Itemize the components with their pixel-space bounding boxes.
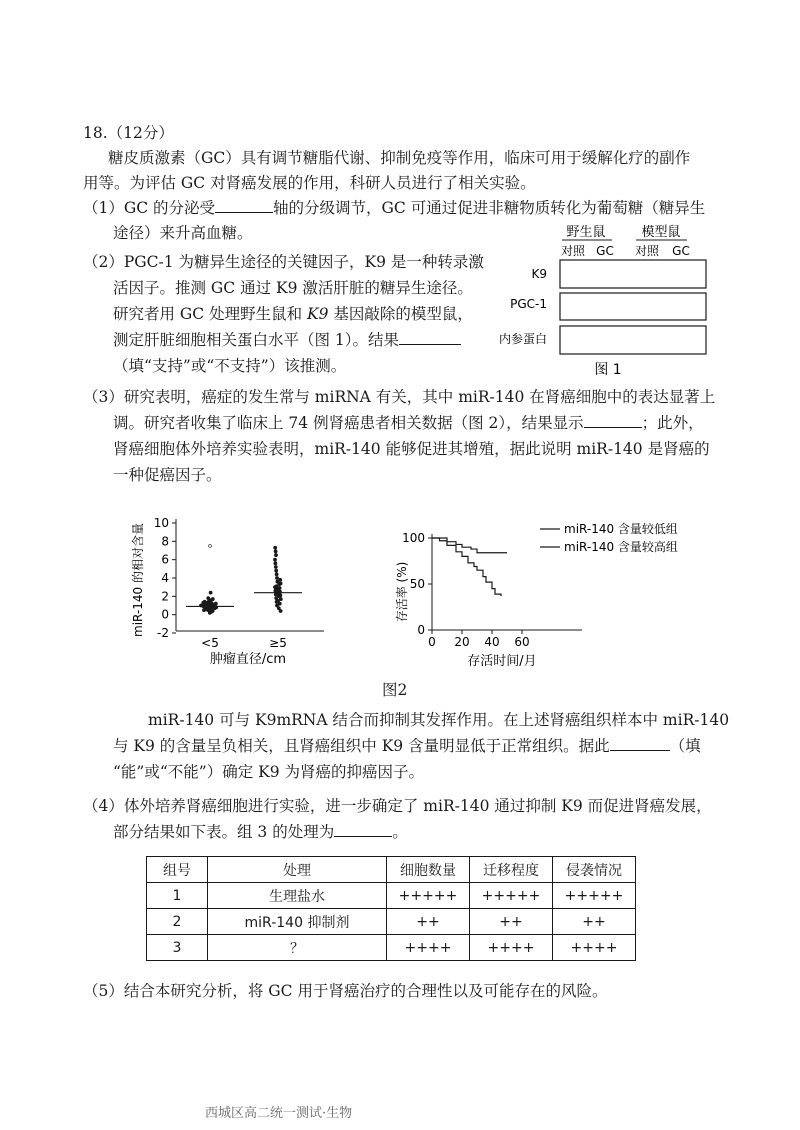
table-cell: +++++ xyxy=(553,883,636,909)
fig1-col-4: GC xyxy=(672,244,690,258)
part-3-line-4: 一种促癌因子。 xyxy=(113,466,222,484)
part-4-line-1: （4）体外培养肾癌细胞进行实验，进一步确定了 miR-140 通过抑制 K9 而促进肾癌发展， xyxy=(83,797,712,815)
scatter-ytick-label: 2 xyxy=(161,589,169,604)
fig1-row-k9: K9 xyxy=(531,267,547,281)
table-row xyxy=(147,883,636,909)
table-cell: ++++ xyxy=(387,935,470,961)
scatter-point xyxy=(209,591,212,594)
survival-xtick-label: 40 xyxy=(484,635,500,649)
survival-ytick-label: 100 xyxy=(402,531,425,545)
scatter-ylabel: miR-140 的相对含量 xyxy=(131,523,145,637)
table-cell: miR-140 抑制剂 xyxy=(208,909,387,935)
scatter-ytick-label: -2 xyxy=(157,626,169,640)
table-cell: 生理盐水 xyxy=(208,883,387,909)
fig1-row-pgc1: PGC-1 xyxy=(510,297,547,311)
figure-1-caption: 图 1 xyxy=(594,362,622,378)
figure-2-scatter-chart xyxy=(118,505,348,675)
part-3-line-5: miR-140 可与 K9mRNA 结合而抑制其发挥作用。在上述肾癌组织样本中 miR-140 xyxy=(148,711,730,729)
part-5-line: （5）结合本研究分析，将 GC 用于肾癌治疗的合理性以及可能存在的风险。 xyxy=(83,982,608,1000)
part-2-line-3 xyxy=(113,304,473,324)
table-cell: ++ xyxy=(387,909,470,935)
question-header: 18.（12分） xyxy=(83,124,174,142)
part-3-text-c: 与 K9 的含量呈负相关，且肾癌组织中 K9 含量明显低于正常组织。据此 xyxy=(113,737,610,755)
part-2-text-a: 研究者用 GC 处理野生鼠和 xyxy=(113,305,308,323)
fig1-group-model: 模型鼠 xyxy=(641,225,681,240)
part-3-line-6 xyxy=(113,736,701,756)
page-footer: 西城区高二统一测试·生物 xyxy=(205,1106,353,1121)
scatter-point xyxy=(275,576,278,579)
answer-blank-4[interactable] xyxy=(610,736,670,751)
legend-high-label: miR-140 含量较高组 xyxy=(564,540,678,554)
part-1-text-b: 轴的分级调节，GC 可通过促进非糖物质转化为葡萄糖（糖异生 xyxy=(273,199,706,217)
fig1-col-1: 对照 xyxy=(560,244,586,258)
scatter-point xyxy=(275,573,278,576)
fig1-band-loading xyxy=(560,326,706,354)
answer-blank-2[interactable] xyxy=(399,330,461,345)
scatter-ytick-label: 4 xyxy=(161,571,169,585)
table-cell: 1 xyxy=(147,883,208,909)
table-row xyxy=(147,909,636,935)
scatter-xlabel: 肿瘤直径/cm xyxy=(209,652,287,667)
part-4-text-b: 。 xyxy=(392,823,408,841)
scatter-point xyxy=(274,546,277,549)
scatter-ytick-label: 8 xyxy=(161,534,169,549)
legend-low-label: miR-140 含量较低组 xyxy=(564,522,678,536)
table-cell: 2 xyxy=(147,909,208,935)
scatter-ytick-label: 0 xyxy=(161,607,169,622)
part-2-text-c: 测定肝脏细胞相关蛋白水平（图 1）。结果 xyxy=(113,331,400,349)
scatter-point xyxy=(275,569,278,572)
table-cell: 3 xyxy=(147,935,208,961)
part-3-line-2 xyxy=(113,413,704,433)
part-3-text-b: ；此外， xyxy=(641,414,704,432)
part-3-text-d: （填 xyxy=(669,737,701,755)
fig1-col-3: 对照 xyxy=(634,244,660,258)
scatter-point xyxy=(274,550,277,553)
table-header-cell: 侵袭情况 xyxy=(553,857,636,883)
scatter-point xyxy=(279,582,282,585)
table-row xyxy=(147,935,636,961)
fig1-band-pgc1 xyxy=(560,293,706,320)
scatter-xtick-label: ≥5 xyxy=(269,636,287,650)
scatter-point xyxy=(279,578,282,581)
part-2-line-1: （2）PGC-1 为糖异生途径的关键因子，K9 是一种转录激 xyxy=(83,253,484,271)
table-header-row xyxy=(147,857,636,883)
survival-ytick-label: 0 xyxy=(417,623,425,637)
results-table xyxy=(146,856,636,961)
scatter-point xyxy=(273,558,276,561)
fig1-band-k9 xyxy=(560,260,706,288)
table-cell: ++++ xyxy=(470,935,553,961)
scatter-point xyxy=(274,562,277,565)
part-1-line-2: 途径）来升高血糖。 xyxy=(113,224,253,242)
fig1-group-wild: 野生鼠 xyxy=(566,225,606,240)
table-header-cell: 组号 xyxy=(147,857,208,883)
survival-xtick-label: 20 xyxy=(454,635,470,649)
scatter-ytick-label: 6 xyxy=(161,552,169,567)
scatter-point xyxy=(214,602,217,605)
part-4-line-2 xyxy=(113,822,408,842)
part-1-text-a: （1）GC 的分泌受 xyxy=(83,199,216,217)
answer-blank-1[interactable] xyxy=(215,198,273,213)
part-3-line-7: “能”或“不能”）确定 K9 为肾癌的抑癌因子。 xyxy=(113,763,424,781)
figure-2-survival-chart xyxy=(392,512,722,672)
intro-line-1: 糖皮质激素（GC）具有调节糖脂代谢、抑制免疫等作用，临床可用于缓解化疗的副作 xyxy=(108,149,691,167)
part-2-line-2: 活因子。推测 GC 通过 K9 激活肝脏的糖异生途径。 xyxy=(113,279,473,297)
part-1-line-1 xyxy=(83,198,705,218)
scatter-point xyxy=(211,597,214,600)
part-3-text-a: 调。研究者收集了临床上 74 例肾癌患者相关数据（图 2），结果显示 xyxy=(113,414,584,432)
scatter-point xyxy=(278,586,281,589)
table-cell: +++++ xyxy=(470,883,553,909)
part-2-text-b: 基因敲除的模型鼠， xyxy=(328,305,473,323)
survival-xtick-label: 60 xyxy=(514,635,530,649)
figure-2-caption: 图2 xyxy=(382,681,408,699)
table-cell: ？ xyxy=(208,935,387,961)
table-cell: ++++ xyxy=(553,935,636,961)
gene-k9-italic: K9 xyxy=(307,305,329,323)
figure-1-blot xyxy=(490,222,720,382)
scatter-point xyxy=(274,565,277,568)
table-header-cell: 迁移程度 xyxy=(470,857,553,883)
survival-xlabel: 存活时间/月 xyxy=(467,654,537,669)
part-2-line-5: （填“支持”或“不支持”）该推测。 xyxy=(113,357,347,375)
scatter-point xyxy=(274,553,277,556)
survival-ytick-label: 50 xyxy=(409,577,425,591)
scatter-point xyxy=(207,597,210,600)
table-cell: ++ xyxy=(470,909,553,935)
intro-line-2: 用等。为评估 GC 对肾癌发展的作用，科研人员进行了相关实验。 xyxy=(83,174,536,192)
part-3-line-3: 肾癌细胞体外培养实验表明，miR-140 能够促进其增殖，据此说明 miR-140 是肾癌的 xyxy=(113,440,710,458)
table-header-cell: 处理 xyxy=(208,857,387,883)
answer-blank-5[interactable] xyxy=(334,822,392,837)
scatter-ytick-label: 10 xyxy=(153,516,169,530)
table-cell: ++ xyxy=(553,909,636,935)
survival-xtick-label: 0 xyxy=(428,635,436,649)
table-header-cell: 细胞数量 xyxy=(387,857,470,883)
scatter-point xyxy=(203,600,206,603)
scatter-xtick-label: <5 xyxy=(201,636,219,650)
table-cell: +++++ xyxy=(387,883,470,909)
fig1-row-loading: 内参蛋白 xyxy=(498,332,547,346)
answer-blank-3[interactable] xyxy=(584,413,642,428)
survival-ylabel: 存活率 (%) xyxy=(395,561,409,623)
part-4-text-a: 部分结果如下表。组 3 的处理为 xyxy=(113,823,335,841)
fig1-col-2: GC xyxy=(596,244,614,258)
scatter-point xyxy=(209,545,212,548)
part-2-line-4 xyxy=(113,330,461,350)
part-3-line-1: （3）研究表明，癌症的发生常与 miRNA 有关，其中 miR-140 在肾癌细胞中的表达显著上 xyxy=(83,388,716,406)
